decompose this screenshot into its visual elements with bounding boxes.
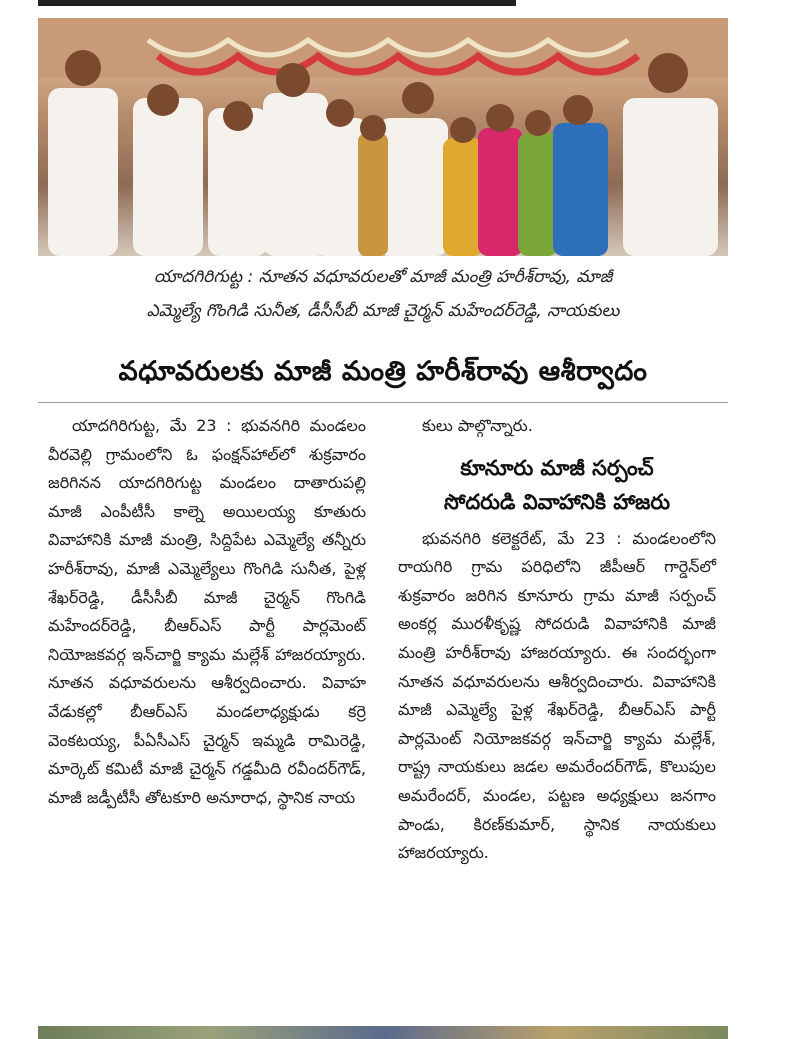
article-2-body: భువనగిరి కలెక్టరేట్, మే 23 : మండలంలోని రాయగిరి గ్రామ పరిధిలోని జీపీఆర్ గార్డెన్‌లో శుక్రవారం జరిగిన కూనూరు గ్రామ మాజీ సర్పంచ్ అంకర్ల మురళీకృష్ణ సోదరుడి వివాహానికి మాజీ మంత్రి హరీశ్‌రావు హాజరయ్యారు. ఈ సందర్భంగా నూతన వధూవరులను ఆశీర్వదించారు. వివాహానికి మాజీ ఎమ్మెల్యే పైళ్ల శేఖర్‌రెడ్డి, బీఆర్‌ఎస్ పార్టీ పార్లమెంట్ నియోజకవర్గ ఇన్‌చార్జి క్యామ మల్లేశ్, రాష్ట్ర నాయకులు జడల అమరేందర్‌గౌడ్, కొలుపుల అమరేందర్, మండల, పట్టణ అధ్యక్షులు జనగాం పాండు, కిరణ్‌కుమార్, స్థానిక నాయకులు హాజరయ్యారు. [398,528,716,863]
article-1-continuation: కులు పాల్గొన్నారు. [422,416,533,435]
article-2-headline-line-1: కూనూరు మాజీ సర్పంచ్ [460,455,654,480]
caption-line-2: ఎమ్మెల్యే గొంగిడి సునీత, డీసీసీబీ మాజీ చైర్మన్ మహేందర్‌రెడ్డి, నాయకులు [146,301,620,321]
article-headline: వధూవరులకు మాజీ మంత్రి హరీశ్‌రావు ఆశీర్వాదం [118,356,648,387]
wedding-photo [38,18,728,256]
article-1-column [48,412,366,812]
article-1-body: యాదగిరిగుట్ట, మే 23 : భువనగిరి మండలం వీరవెల్లి గ్రామంలోని ఓ ఫంక్షన్‌హాల్‌లో శుక్రవారం జరిగినన యాదగిరిగుట్ట మండలం దాతారుపల్లి మాజీ ఎంపీటీసీ కాల్నె అయిలయ్య కూతురు వివాహానికి మాజీ మంత్రి, సిద్దిపేట ఎమ్మెల్యే తన్నీరు హరీశ్‌రావు, మాజీ ఎమ్మెల్యేలు గొంగిడి సునీత, పైళ్ల శేఖర్‌రెడ్డి, డీసీసీబీ మాజీ చైర్మన్ గొంగిడి మహేందర్‌రెడ్డి, బీఆర్‌ఎస్ పార్టీ పార్లమెంట్ నియోజకవర్గ ఇన్‌చార్జి క్యామ మల్లేశ్ హాజరయ్యారు. నూతన వధూవరులను ఆశీర్వదించారు. వివాహ వేడుకల్లో బీఆర్‌ఎస్ మండలాధ్యక్షుడు కర్రె వెంకటయ్య, పీఏసీఎస్ చైర్మన్ ఇమ్మడి రామిరెడ్డి, మార్కెట్ కమిటీ మాజీ చైర్మన్ గడ్డమీది రవీందర్‌గౌడ్, మాజీ జడ్పీటీసీ తోటకూరి అనూరాధ, స్థానిక నాయ [48,416,366,807]
headline-divider [38,402,728,403]
caption-line-1: యాదగిరిగుట్ట : నూతన వధూవరులతో మాజీ మంత్రి హరీశ్‌రావు, మాజీ [153,267,613,287]
next-photo-edge [38,1026,728,1039]
article-2-column [398,412,716,868]
top-rule [38,0,516,6]
article-2-headline [398,451,716,519]
photo-caption [38,260,728,328]
article-2-headline-line-2: సోదరుడి వివాహానికి హాజరు [443,489,671,514]
